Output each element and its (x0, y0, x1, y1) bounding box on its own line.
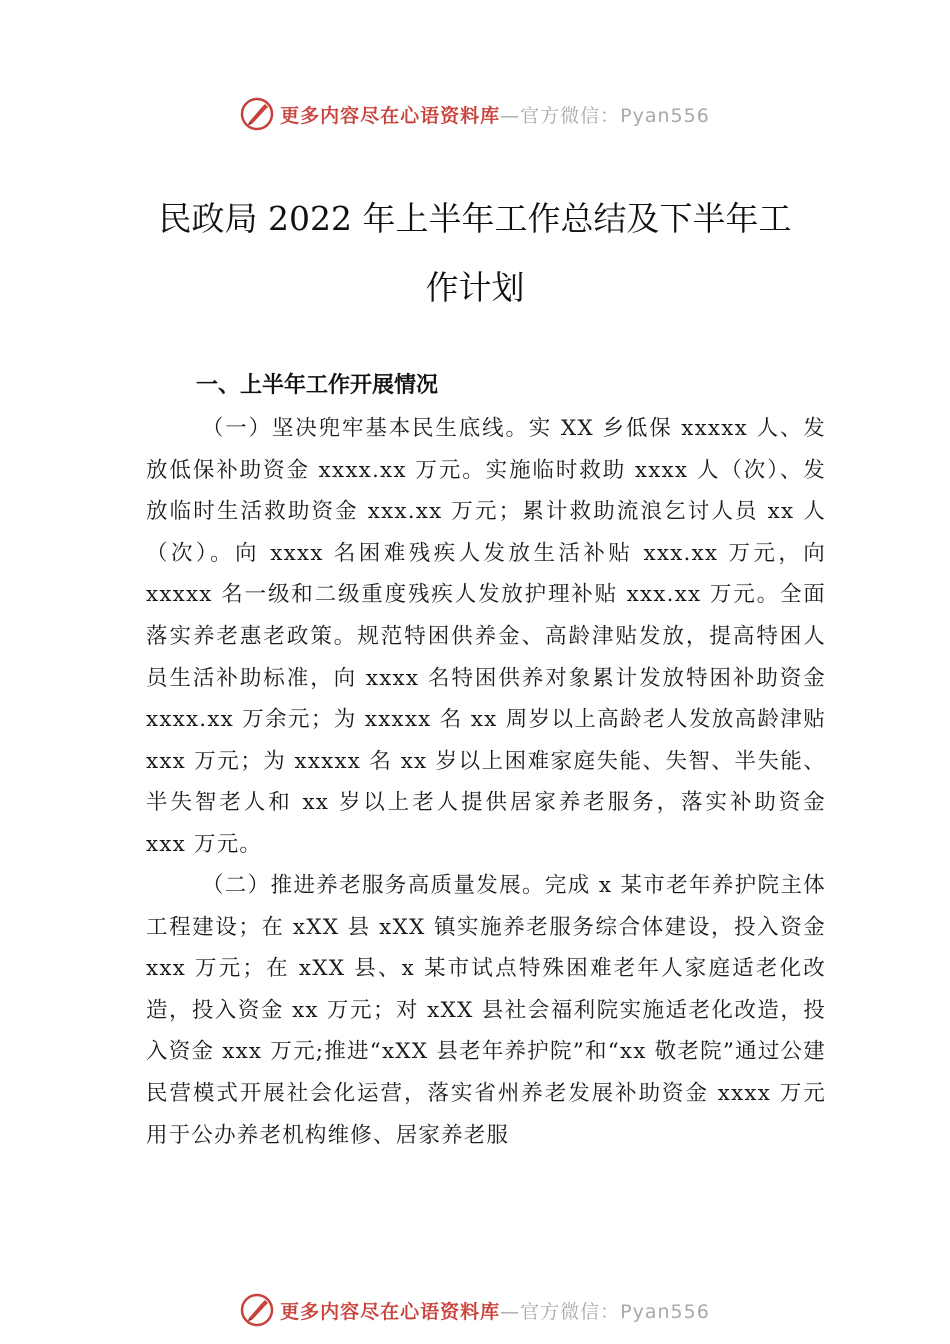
header-banner (0, 94, 950, 134)
pen-circle-icon (240, 1293, 274, 1327)
paragraph-1: （一）坚决兜牢基本民生底线。实 XX 乡低保 xxxxx 人、发放低保补助资金 xxxx.xx 万元。实施临时救助 xxxx 人（次）、发放临时生活救助资金 xxx.xx 万元；累计救助流浪乞讨人员 xx 人（次）。向 xxxx 名困难残疾人发放生活补贴 xxx.xx 万元，向 xxxxx 名一级和二级重度残疾人发放护理补贴 xxx.xx 万元。全面落实养老惠老政策。规范特困供养金、高龄津贴发放，提高特困人员生活补助标准，向 xxxx 名特困供养对象累计发放特困补助资金 xxxx.xx 万余元；为 xxxxx 名 xx 周岁以上高龄老人发放高龄津贴 xxx 万元；为 xxxxx 名 xx 岁以上困难家庭失能、失智、半失能、半失智老人和 xx 岁以上老人提供居家养老服务，落实补助资金 xxx 万元。 (146, 416, 826, 857)
section-heading-1: 一、上半年工作开展情况 (196, 373, 439, 398)
banner-gray-text: —官方微信：Pyan556 (500, 104, 710, 127)
document-title-line1: 民政局 2022 年上半年工作总结及下半年工 (158, 199, 792, 238)
paragraph-2: （二）推进养老服务高质量发展。完成 x 某市老年养护院主体工程建设；在 xXX 县 xXX 镇实施养老服务综合体建设，投入资金 xxx 万元；在 xXX 县、x 某市试点特殊困难老年人家庭适老化改造，投入资金 xx 万元；对 xXX 县社会福利院实施适老化改造，投入资金 xxx 万元;推进“xXX 县老年养护院”和“xx 敬老院”通过公建民营模式开展社会化运营，落实省州养老发展补助资金 xxxx 万元用于公办养老机构维修、居家养老服 (146, 873, 826, 1148)
banner-red-text: 更多内容尽在心语资料库 (280, 104, 501, 127)
pen-circle-icon (240, 97, 274, 131)
document-title-line2: 作计划 (425, 268, 525, 307)
footer-banner (0, 1290, 950, 1330)
banner-red-text: 更多内容尽在心语资料库 (280, 1300, 501, 1323)
banner-gray-text: —官方微信：Pyan556 (500, 1300, 710, 1323)
